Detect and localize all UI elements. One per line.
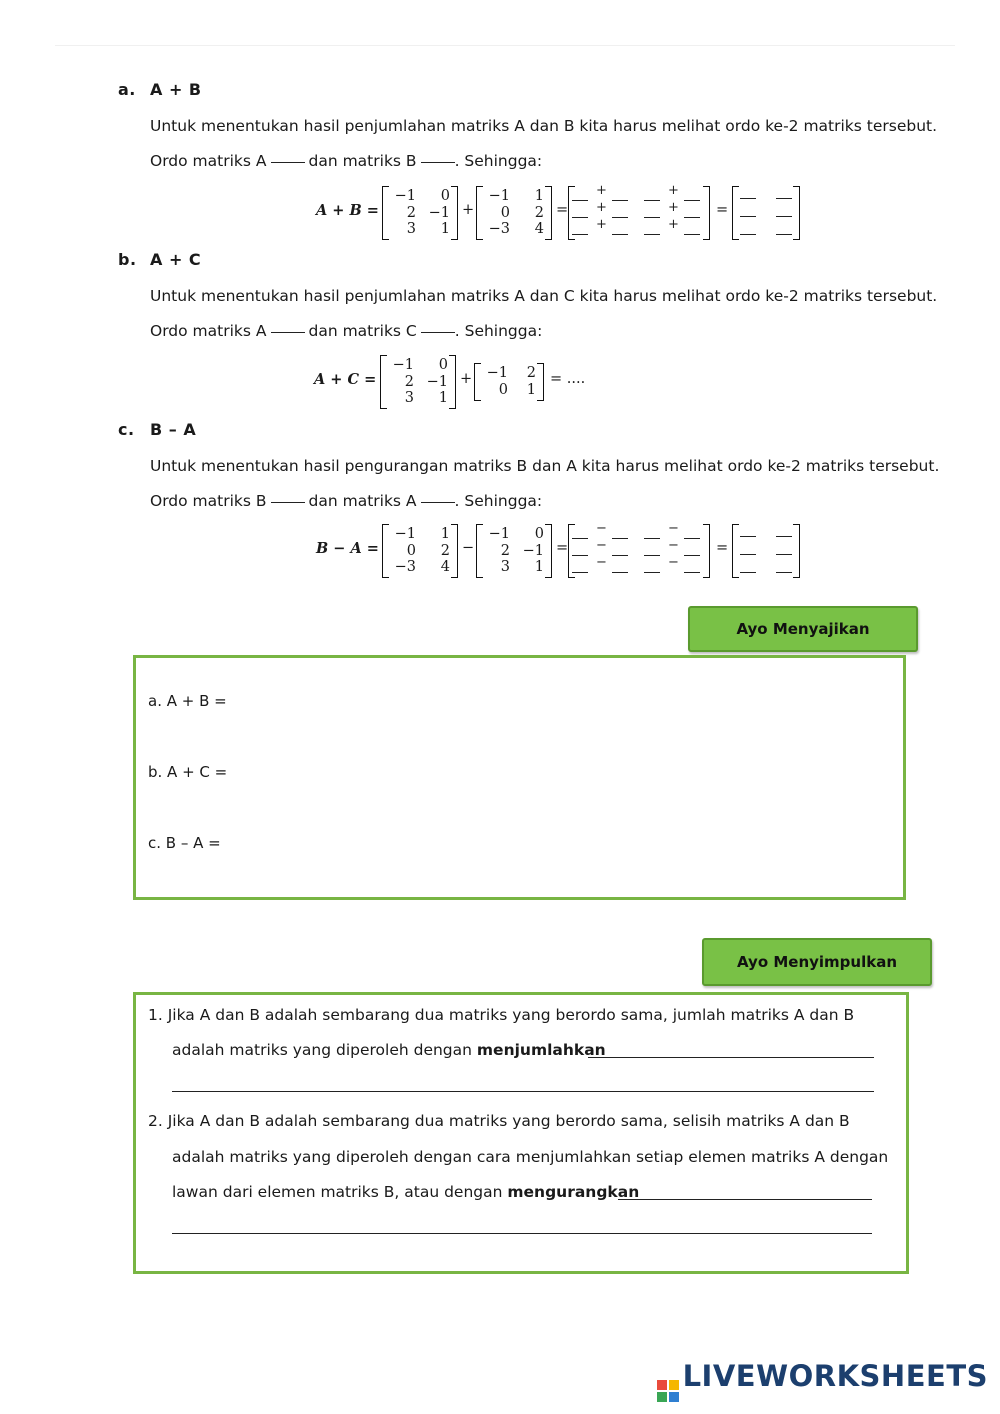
matrix-b bbox=[476, 186, 552, 240]
equation-b: A + C = −1 0 2 −1 3 1 + −1 2 0 1 = .... bbox=[314, 355, 614, 409]
operator: − bbox=[668, 521, 679, 536]
ordo-blank[interactable] bbox=[271, 502, 305, 503]
ordo-blank[interactable] bbox=[271, 332, 305, 333]
blank-slot[interactable] bbox=[740, 536, 756, 537]
blank-slot[interactable] bbox=[644, 572, 660, 573]
blank-slot[interactable] bbox=[572, 555, 588, 556]
matrix-cell: −1 bbox=[488, 526, 510, 542]
blank-slot[interactable] bbox=[612, 217, 628, 218]
operator: + bbox=[596, 200, 607, 215]
operator: + bbox=[596, 217, 607, 232]
blank-slot[interactable] bbox=[612, 572, 628, 573]
blank-slot[interactable] bbox=[776, 198, 792, 199]
operator: − bbox=[596, 555, 607, 570]
answer-line[interactable] bbox=[172, 1091, 874, 1092]
blank-slot[interactable] bbox=[684, 572, 700, 573]
menyimpulkan-box bbox=[133, 992, 909, 1274]
blank-slot[interactable] bbox=[644, 555, 660, 556]
matrix-cell: 4 bbox=[534, 221, 544, 238]
matrix-cell: 1 bbox=[526, 382, 536, 398]
section-a-description: Untuk menentukan hasil penjumlahan matriks A dan B kita harus melihat ordo ke-2 matriks tersebut. bbox=[150, 117, 938, 135]
blank-slot[interactable] bbox=[740, 572, 756, 573]
matrix-cell: 0 bbox=[438, 357, 448, 373]
bracket-left bbox=[732, 186, 739, 240]
blank-slot[interactable] bbox=[776, 572, 792, 573]
blank-slot[interactable] bbox=[776, 234, 792, 235]
blank-slot[interactable] bbox=[684, 555, 700, 556]
matrix-cell: 0 bbox=[440, 188, 450, 204]
bracket-right bbox=[703, 186, 710, 240]
matrix-cell: 3 bbox=[500, 559, 510, 576]
section-b-description: Untuk menentukan hasil penjumlahan matriks A dan C kita harus melihat ordo ke-2 matriks tersebut. bbox=[150, 287, 938, 305]
bracket-right bbox=[449, 355, 456, 409]
ayo-menyimpulkan-tab: Ayo Menyimpulkan bbox=[702, 938, 932, 986]
matrix-cell: 2 bbox=[406, 204, 416, 221]
blank-slot[interactable] bbox=[572, 538, 588, 539]
conclusion-2-line2: adalah matriks yang diperoleh dengan cara menjumlahkan setiap elemen matriks A dengan bbox=[172, 1148, 889, 1166]
matrix-cell: 0 bbox=[534, 526, 544, 542]
operator: + bbox=[668, 183, 679, 198]
section-a-heading: a. A + B bbox=[118, 80, 202, 99]
bracket-left bbox=[568, 524, 575, 578]
matrix-cell: 1 bbox=[438, 390, 448, 407]
bracket-right bbox=[703, 524, 710, 578]
matrix-cell: −1 bbox=[394, 526, 416, 542]
conclusion-1-line1: 1. Jika A dan B adalah sembarang dua matriks yang berordo sama, jumlah matriks A dan B bbox=[148, 1006, 855, 1024]
result-matrix-c bbox=[732, 524, 800, 578]
blank-slot[interactable] bbox=[644, 234, 660, 235]
matrix-a bbox=[476, 524, 552, 578]
matrix-cell: 0 bbox=[406, 542, 416, 559]
matrix-a bbox=[380, 355, 456, 409]
equation-c: B − A = −1 1 0 2 −3 4 − −1 0 2 −1 3 1 = − − − − − − = bbox=[316, 524, 816, 578]
operator: + bbox=[668, 217, 679, 232]
blank-slot[interactable] bbox=[572, 217, 588, 218]
conclusion-1-line2: adalah matriks yang diperoleh dengan menjumlahkan bbox=[172, 1041, 606, 1059]
section-c-heading: c. B – A bbox=[118, 420, 197, 439]
matrix-cell: 3 bbox=[406, 221, 416, 238]
matrix-cell: 1 bbox=[534, 188, 544, 204]
conclusion-2-line1: 2. Jika A dan B adalah sembarang dua matriks yang berordo sama, selisih matriks A dan B bbox=[148, 1112, 850, 1130]
equation-a: A + B = −1 0 2 −1 3 1 + −1 1 0 2 −3 4 = + + + + + + = bbox=[316, 186, 816, 240]
blank-slot[interactable] bbox=[684, 538, 700, 539]
liveworksheets-logo: LIVEWORKSHEETS bbox=[657, 1359, 988, 1402]
matrix-cell: 4 bbox=[440, 559, 450, 576]
liveworksheets-logo-icon bbox=[657, 1380, 679, 1402]
page-edge bbox=[55, 45, 955, 46]
blank-slot[interactable] bbox=[644, 538, 660, 539]
matrix-c bbox=[474, 363, 544, 401]
blank-slot[interactable] bbox=[572, 200, 588, 201]
blank-slot[interactable] bbox=[776, 536, 792, 537]
matrix-cell: 2 bbox=[404, 373, 414, 390]
operator: − bbox=[668, 538, 679, 553]
blank-slot[interactable] bbox=[740, 198, 756, 199]
bracket-left bbox=[732, 524, 739, 578]
answer-line[interactable] bbox=[588, 1057, 874, 1058]
blank-slot[interactable] bbox=[612, 200, 628, 201]
matrix-cell: −1 bbox=[522, 542, 544, 559]
operator: − bbox=[596, 521, 607, 536]
matrix-cell: −1 bbox=[488, 188, 510, 204]
answer-a: a. A + B = bbox=[148, 692, 227, 710]
matrix-cell: −1 bbox=[426, 373, 448, 390]
bracket-left bbox=[568, 186, 575, 240]
ordo-blank[interactable] bbox=[271, 162, 305, 163]
matrix-cell: −1 bbox=[394, 188, 416, 204]
operator: + bbox=[596, 183, 607, 198]
bracket-right bbox=[537, 363, 544, 401]
work-matrix-a bbox=[568, 183, 710, 240]
ordo-blank[interactable] bbox=[421, 502, 455, 503]
matrix-cell: −1 bbox=[486, 365, 508, 381]
blank-slot[interactable] bbox=[740, 554, 756, 555]
section-b-ordo: Ordo matriks A dan matriks C . Sehingga: bbox=[150, 322, 543, 340]
blank-slot[interactable] bbox=[644, 217, 660, 218]
answer-line[interactable] bbox=[618, 1199, 872, 1200]
blank-slot[interactable] bbox=[612, 234, 628, 235]
work-matrix-c bbox=[568, 521, 710, 578]
operator: − bbox=[596, 538, 607, 553]
answer-b: b. A + C = bbox=[148, 763, 228, 781]
blank-slot[interactable] bbox=[684, 200, 700, 201]
blank-slot[interactable] bbox=[644, 200, 660, 201]
section-c-description: Untuk menentukan hasil pengurangan matriks B dan A kita harus melihat ordo ke-2 matriks tersebut. bbox=[150, 457, 940, 475]
matrix-b bbox=[382, 524, 458, 578]
operator: + bbox=[668, 200, 679, 215]
menyajikan-answer-box bbox=[133, 655, 906, 900]
matrix-cell: −1 bbox=[392, 357, 414, 373]
blank-slot[interactable] bbox=[776, 554, 792, 555]
matrix-cell: 1 bbox=[440, 221, 450, 238]
answer-line[interactable] bbox=[172, 1233, 872, 1234]
matrix-cell: 1 bbox=[534, 559, 544, 576]
bracket-right bbox=[793, 186, 800, 240]
section-c-ordo: Ordo matriks B dan matriks A . Sehingga: bbox=[150, 492, 543, 510]
matrix-cell: 2 bbox=[534, 204, 544, 221]
conclusion-2-line3: lawan dari elemen matriks B, atau dengan mengurangkan bbox=[172, 1183, 640, 1201]
blank-slot[interactable] bbox=[684, 234, 700, 235]
matrix-cell: 2 bbox=[440, 542, 450, 559]
result-matrix-a bbox=[732, 186, 800, 240]
ayo-menyajikan-tab: Ayo Menyajikan bbox=[688, 606, 918, 652]
blank-slot[interactable] bbox=[612, 538, 628, 539]
blank-slot[interactable] bbox=[740, 234, 756, 235]
blank-slot[interactable] bbox=[740, 216, 756, 217]
matrix-cell: −3 bbox=[488, 221, 510, 238]
matrix-a bbox=[382, 186, 458, 240]
matrix-cell: 0 bbox=[498, 382, 508, 398]
matrix-cell: −1 bbox=[428, 204, 450, 221]
operator: − bbox=[668, 555, 679, 570]
matrix-cell: 2 bbox=[526, 365, 536, 381]
matrix-cell: 0 bbox=[500, 204, 510, 221]
section-a-ordo: Ordo matriks A dan matriks B . Sehingga: bbox=[150, 152, 543, 170]
answer-c: c. B – A = bbox=[148, 834, 221, 852]
section-b-heading: b. A + C bbox=[118, 250, 202, 269]
matrix-cell: 3 bbox=[404, 390, 414, 407]
matrix-cell: 1 bbox=[440, 526, 450, 542]
blank-slot[interactable] bbox=[776, 216, 792, 217]
ordo-blank[interactable] bbox=[421, 332, 455, 333]
bracket-right bbox=[793, 524, 800, 578]
bracket-right bbox=[545, 186, 552, 240]
matrix-cell: 2 bbox=[500, 542, 510, 559]
bracket-right bbox=[451, 186, 458, 240]
blank-slot[interactable] bbox=[612, 555, 628, 556]
matrix-cell: −3 bbox=[394, 559, 416, 576]
blank-slot[interactable] bbox=[572, 572, 588, 573]
bracket-right bbox=[545, 524, 552, 578]
blank-slot[interactable] bbox=[684, 217, 700, 218]
ordo-blank[interactable] bbox=[421, 162, 455, 163]
bracket-right bbox=[451, 524, 458, 578]
blank-slot[interactable] bbox=[572, 234, 588, 235]
